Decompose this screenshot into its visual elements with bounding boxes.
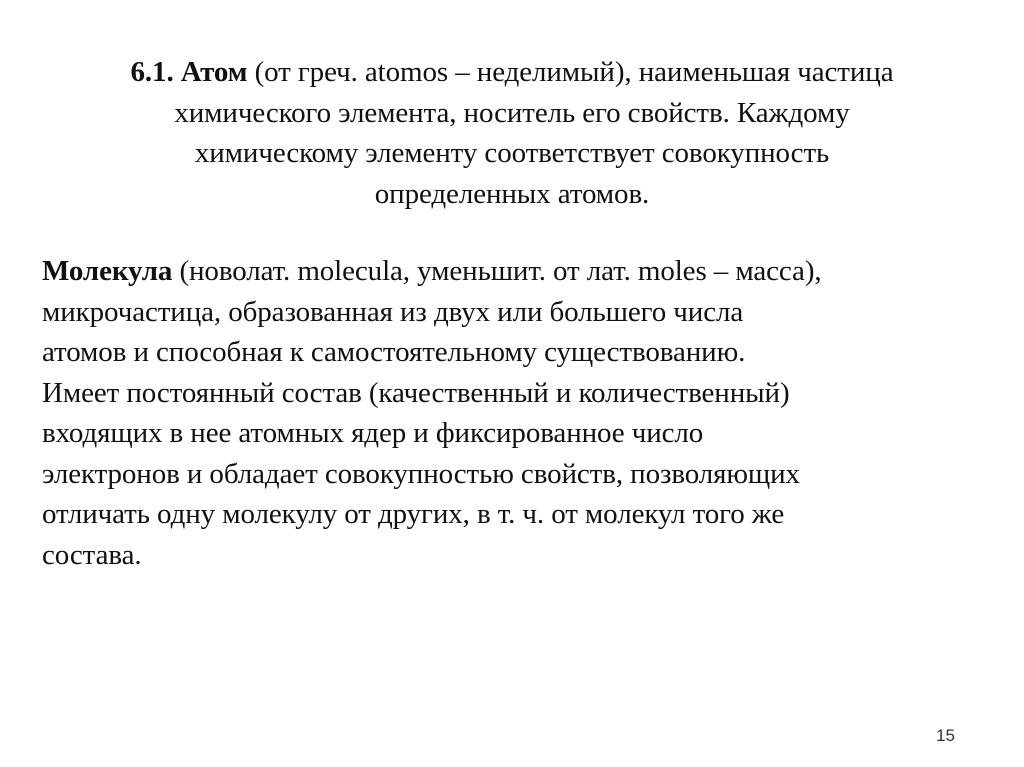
atom-definition-line-1 xyxy=(40,52,984,93)
molecule-definition-line-3: атомов и способная к самостоятельному существованию. xyxy=(42,336,746,368)
page-number: 15 xyxy=(936,726,955,745)
molecule-definition-line-5: входящих в нее атомных ядер и фиксированное число xyxy=(42,417,704,449)
molecule-definition-line-8: состава. xyxy=(42,538,142,571)
molecule-definition-line-4: Имеет постоянный состав (качественный и количественный) xyxy=(42,376,790,409)
atom-term: 6.1. Атом xyxy=(130,56,248,88)
molecule-definition-line-1 xyxy=(42,251,992,292)
atom-definition-line-3: химическому элементу соответствует совокупность xyxy=(194,137,830,169)
atom-definition-line-2: химического элемента, носитель его свойств. Каждому xyxy=(174,96,850,129)
atom-definition-line-1-text: (от греч. atomos – неделимый), наименьшая частица xyxy=(247,56,894,88)
molecule-definition xyxy=(42,251,992,575)
atom-definition xyxy=(40,52,984,214)
molecule-definition-line-7: отличать одну молекулу от других, в т. ч. от молекул того же xyxy=(42,498,785,530)
molecule-definition-line-1-text: (новолат. molecula, уменьшит. от лат. moles – масса), xyxy=(172,255,822,287)
molecule-definition-line-6: электронов и обладает совокупностью свойств, позволяющих xyxy=(42,457,800,490)
molecule-definition-line-2: микрочастица, образованная из двух или большего числа xyxy=(42,295,744,328)
atom-definition-line-4: определенных атомов. xyxy=(374,177,650,210)
molecule-term: Молекула xyxy=(42,255,173,287)
